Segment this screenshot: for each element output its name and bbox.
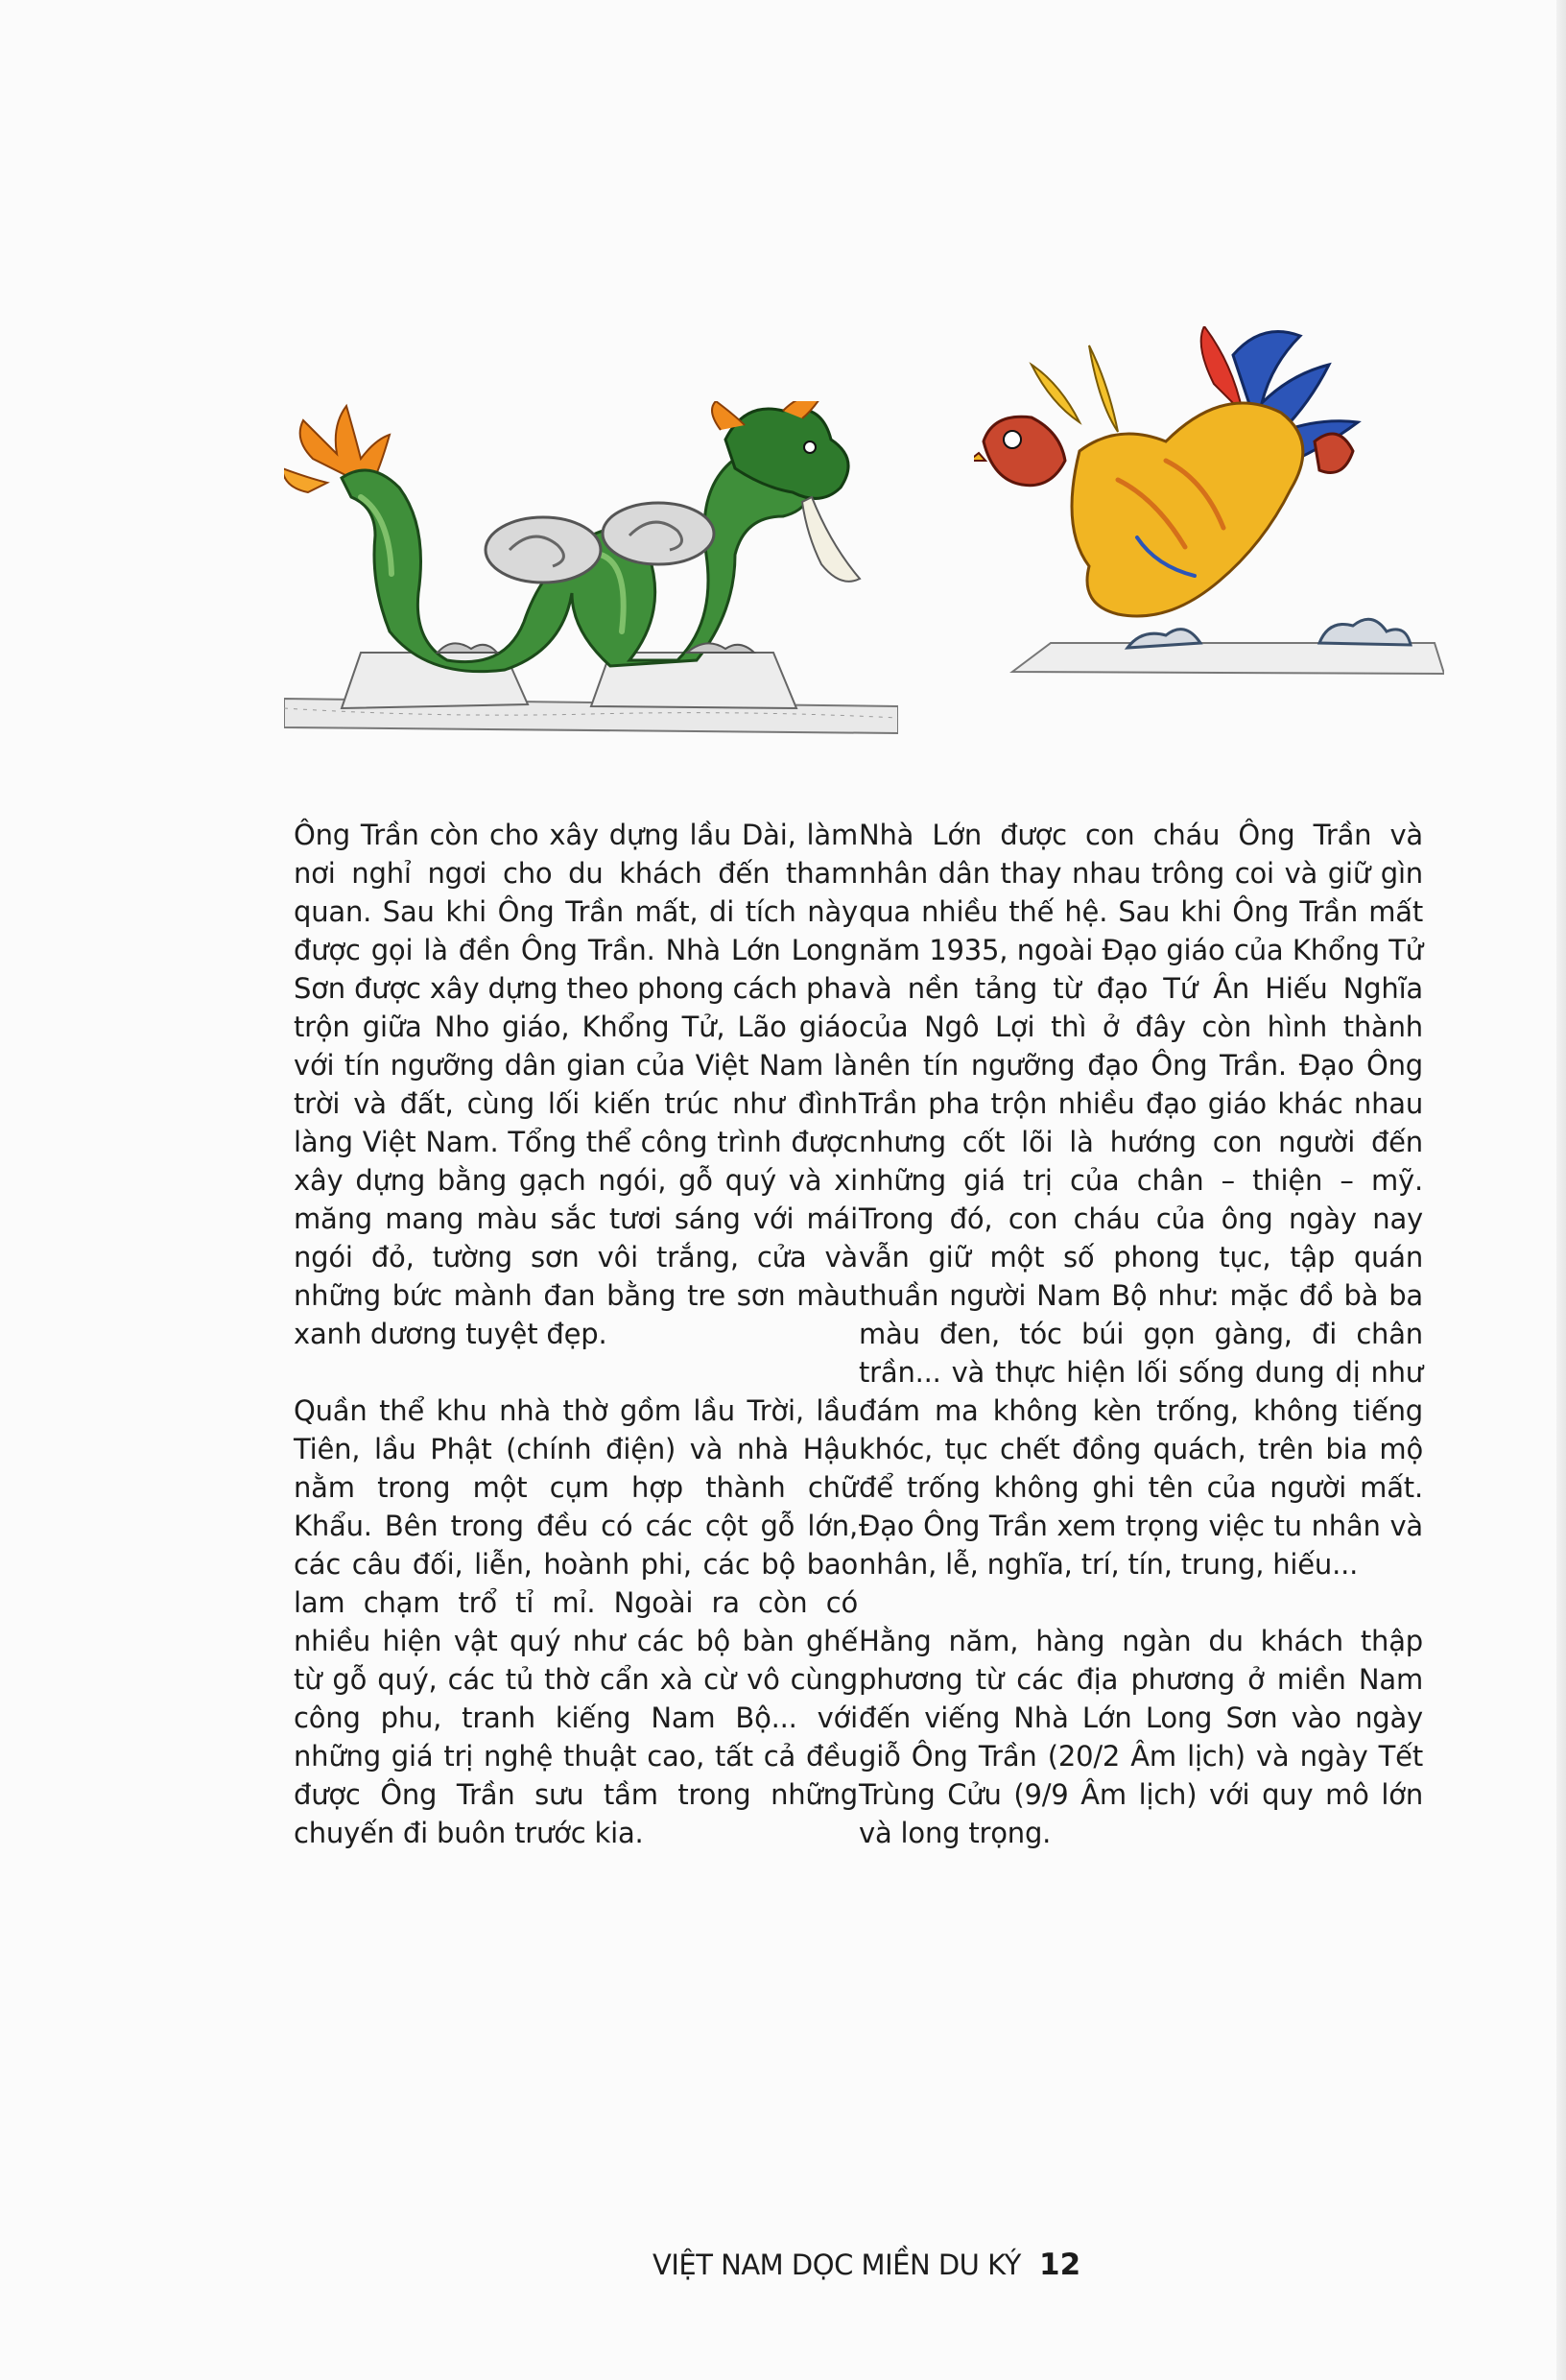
paragraph: Ông Trần còn cho xây dựng lầu Dài, làm nơi nghỉ ngơi cho du khách đến tham quan. Sau khi Ông Trần mất, di tích này được gọi là đền Ông Trần. Nhà Lớn Long Sơn được xây dựng theo phong cách pha trộn giữa Nho giáo, Khổng Tử, Lão giáo với tín ngưỡng dân gian của Việt Nam là trời và đất, cùng lối kiến trúc như đình làng Việt Nam. Tổng thể công trình được xây dựng bằng gạch ngói, gỗ quý và xi măng mang màu sắc tươi sáng với mái ngói đỏ, tường sơn vôi trắng, cửa và những bức mành đan bằng tre sơn màu xanh dương tuyệt đẹp. [294, 819, 858, 1350]
text-column-right [859, 816, 1423, 1891]
page-number: 12 [1039, 2248, 1081, 2282]
book-title: VIỆT NAM DỌC MIỀN DU KÝ [652, 2249, 1021, 2281]
phoenix-stone-base [1012, 643, 1444, 674]
paragraph: Nhà Lớn được con cháu Ông Trần và nhân dân thay nhau trông coi và giữ gìn qua nhiều thế hệ. Sau khi Ông Trần mất năm 1935, ngoài Đạo giáo của Khổng Tử và nền tảng từ đạo Tứ Ân Hiếu Nghĩa của Ngô Lợi thì ở đây còn hình thành nên tín ngưỡng đạo Ông Trần. Đạo Ông Trần pha trộn nhiều đạo giáo khác nhau nhưng cốt lõi là hướng con người đến những giá trị của chân – thiện – mỹ. Trong đó, con cháu của ông ngày nay vẫn giữ một số phong tục, tập quán thuần người Nam Bộ như: mặc đồ bà ba màu đen, tóc búi gọn gàng, đi chân trần... và thực hiện lối sống dung dị như đám ma không kèn trống, không tiếng khóc, tục chết đồng quách, trên bia mộ để trống không ghi tên của người mất. Đạo Ông Trần xem trọng việc tu nhân và nhân, lễ, nghĩa, trí, tín, trung, hiếu... [859, 819, 1423, 1581]
dragon-stone-base [284, 653, 898, 733]
page-edge-shadow [1556, 0, 1566, 2380]
paragraph: Hằng năm, hàng ngàn du khách thập phương từ các địa phương ở miền Nam đến viếng Nhà Lớn Long Sơn vào ngày giỗ Ông Trần (20/2 Âm lịch) và ngày Tết Trùng Cửu (9/9 Âm lịch) với quy mô lớn và long trọng. [859, 1625, 1423, 1849]
text-column-left [294, 816, 858, 1891]
phoenix-body [1072, 403, 1303, 616]
page-footer [652, 2246, 1080, 2284]
paragraph: Quần thể khu nhà thờ gồm lầu Trời, lầu Tiên, lầu Phật (chính điện) và nhà Hậu nằm trong một cụm hợp thành chữ Khẩu. Bên trong đều có các cột gỗ lớn, các câu đối, liễn, hoành phi, các bộ bao lam chạm trổ tỉ mỉ. Ngoài ra còn có nhiều hiện vật quý như các bộ bàn ghế từ gỗ quý, các tủ thờ cẩn xà cừ vô cùng công phu, tranh kiếng Nam Bộ... với những giá trị nghệ thuật cao, tất cả đều được Ông Trần sưu tầm trong những chuyến đi buôn trước kia. [294, 1394, 858, 1849]
dragon-illustration [284, 401, 898, 752]
phoenix-illustration [974, 326, 1444, 691]
